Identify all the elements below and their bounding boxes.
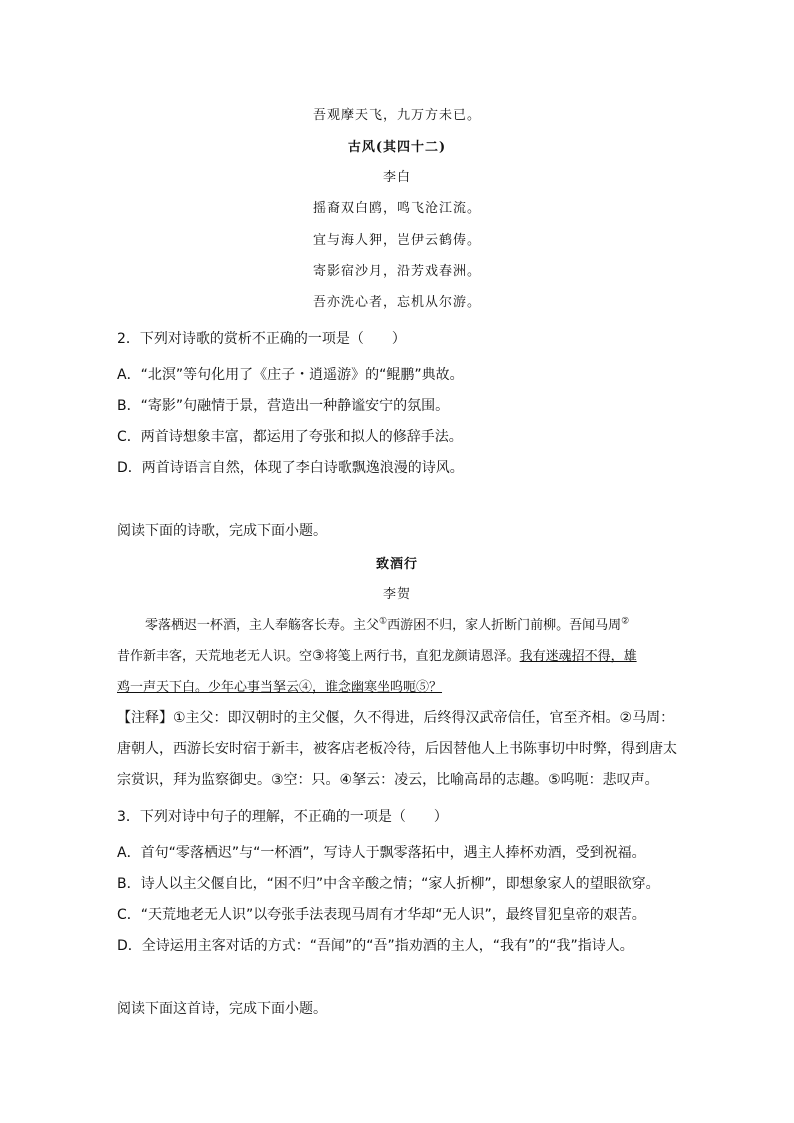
annotation-line-2: 唐朝人，西游长安时宿于新丰，被客店老板冷待，后因替他人上书陈事切中时弊，得到唐太 [117, 741, 677, 757]
question-3-option-c: C．“天荒地老无人识”以夸张手法表现马周有才华却“无人识”，最终冒犯皇帝的艰苦。 [117, 907, 646, 923]
annotation-line-1: 【注释】①主父：即汉朝时的主父偃，久不得进，后终得汉武帝信任，官至齐相。②马周： [117, 710, 675, 726]
question-2-option-c: C．两首诗想象丰富，都运用了夸张和拟人的修辞手法。 [117, 429, 463, 445]
question-2-option-d: D．两首诗语言自然，体现了李白诗歌飘逸浪漫的诗风。 [117, 460, 464, 476]
question-3-option-d: D．全诗运用主客对话的方式：“吾闻”的“吾”指劝酒的主人，“我有”的“我”指诗人。 [117, 938, 634, 954]
poem-title: 古风(其四十二) [347, 140, 447, 155]
poem-title: 致酒行 [375, 557, 418, 572]
annotation-label: 【注释】 [117, 710, 173, 726]
question-3-option-a: A．首句“零落栖迟”与“一杯酒”，写诗人于飘零落拓中，遇主人捧杯劝酒，受到祝福。 [117, 845, 646, 861]
annotation-line-3: 宗赏识，拜为监察御史。③空：只。④拏云：凌云，比喻高昂的志趣。⑤呜呃：悲叹声。 [117, 772, 659, 788]
question-2-option-b: B．“寄影”句融情于景，营造出一种静谧安宁的氛围。 [117, 398, 450, 414]
poem-body-line-3: 鸡一声天下白。少年心事当拏云④，谁念幽寒坐呜呃⑤？ [117, 680, 443, 695]
poem-line: 宜与海人狎，岂伊云鹤俦。 [312, 233, 481, 248]
reading-instruction: 阅读下面这首诗，完成下面小题。 [117, 1001, 327, 1017]
question-2-stem: 2．下列对诗歌的赏析不正确的一项是（ ） [117, 331, 406, 347]
poem-author: 李贺 [382, 587, 411, 602]
question-2-option-a: A．“北溟”等句化用了《庄子・逍遥游》的“鲲鹏”典故。 [117, 367, 464, 383]
poem-body-line-1: 零落栖迟一杯酒，主人奉觞客长寿。主父①西游困不归，家人折断门前柳。吾闻马周② [145, 616, 630, 633]
poem-author: 李白 [382, 170, 411, 185]
question-3-stem: 3．下列对诗中句子的理解，不正确的一项是（ ） [117, 809, 448, 825]
poem-line: 吾观摩天飞，九万方未已。 [312, 108, 481, 123]
poem-line: 寄影宿沙月，沿芳戏春洲。 [312, 264, 481, 279]
poem-body-line-2: 昔作新丰客，天荒地老无人识。空③将笺上两行书，直犯龙颜请恩泽。我有迷魂招不得，雄 [117, 648, 637, 664]
poem-line: 吾亦洗心者，忘机从尔游。 [312, 295, 481, 310]
reading-instruction: 阅读下面的诗歌，完成下面小题。 [117, 523, 327, 539]
poem-line: 摇裔双白鸥，鸣飞沧江流。 [312, 201, 481, 216]
question-3-option-b: B．诗人以主父偃自比，“困不归”中含辛酸之情；“家人折柳”，即想象家人的望眼欲穿。 [117, 876, 660, 892]
